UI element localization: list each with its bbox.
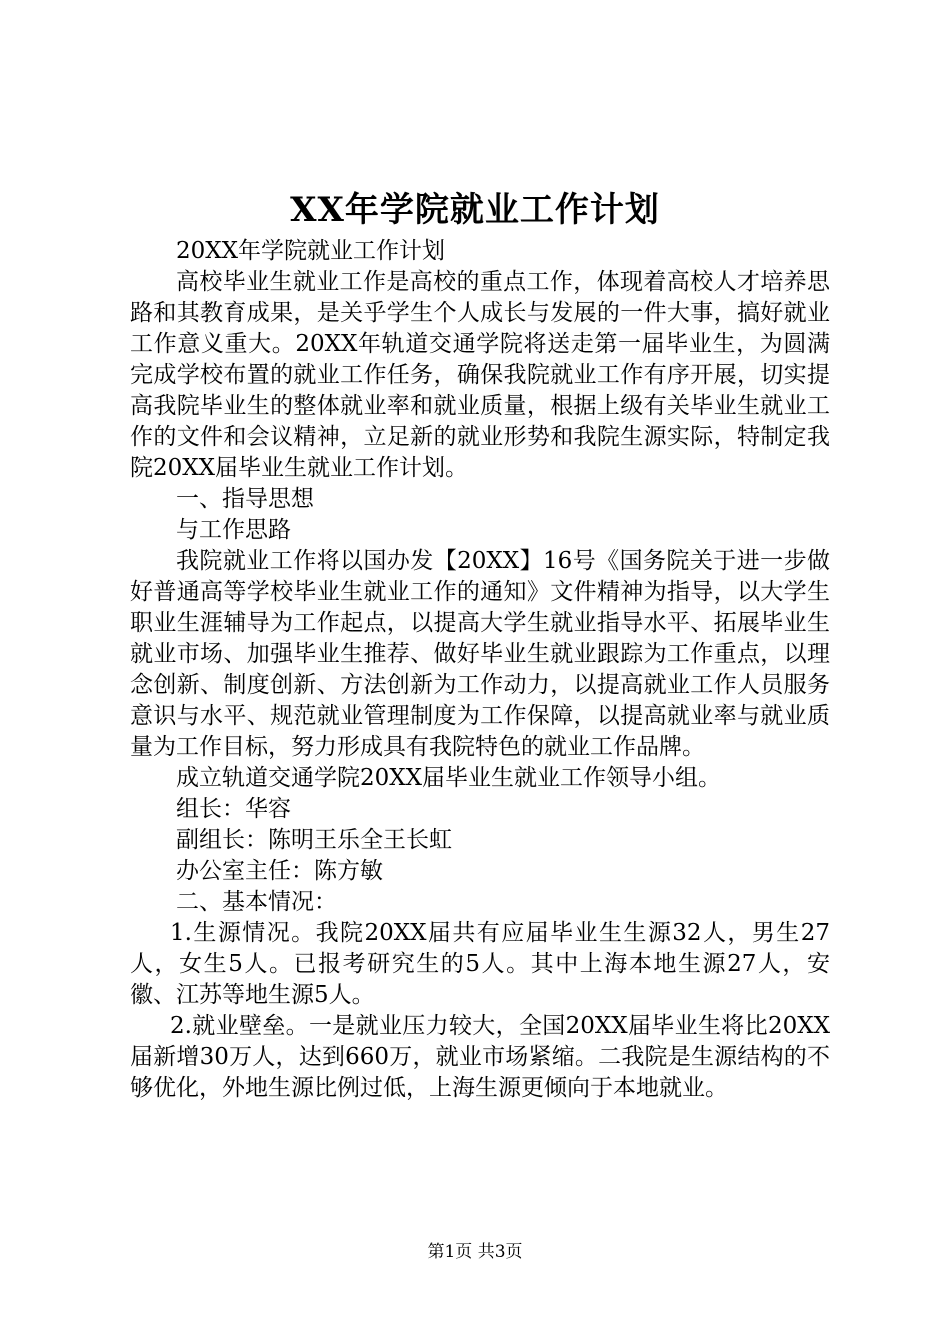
- page-footer: 第1页 共3页: [427, 1242, 523, 1262]
- student-source-paragraph: 1.生源情况。我院20XX届共有应届毕业生生源32人，男生27人，女生5人。已报考研究生的5人。其中上海本地生源27人，安徽、江苏等地生源5人。: [130, 920, 830, 1008]
- intro-paragraph: 高校毕业生就业工作是高校的重点工作，体现着高校人才培养思路和其教育成果，是关乎学生个人成长与发展的一件大事，搞好就业工作意义重大。20XX年轨道交通学院将送走第一届毕业生，为圆满完成学校布置的就业工作任务，确保我院就业工作有序开展，切实提高我院毕业生的整体就业率和就业质量，根据上级有关毕业生就业工作的文件和会议精神，立足新的就业形势和我院生源实际，特制定我院20XX届毕业生就业工作计划。: [130, 269, 830, 481]
- document-title: XX年学院就业工作计划: [290, 190, 660, 230]
- subtitle-paragraph: 20XX年学院就业工作计划: [176, 238, 446, 264]
- deputy-leader-line: 副组长：陈明王乐全王长虹: [176, 827, 452, 853]
- document-body: [130, 236, 830, 1104]
- section-heading-work-ideas: 与工作思路: [176, 517, 291, 543]
- group-leader-line: 组长：华容: [176, 796, 291, 822]
- leadership-group-paragraph: 成立轨道交通学院20XX届毕业生就业工作领导小组。: [176, 765, 722, 791]
- section-heading-guiding-thought: 一、指导思想: [176, 486, 314, 512]
- office-director-line: 办公室主任：陈方敏: [176, 858, 383, 884]
- section-heading-basic-situation: 二、基本情况：: [176, 889, 337, 915]
- employment-barrier-paragraph: 2.就业壁垒。一是就业压力较大，全国20XX届毕业生将比20XX届新增30万人，达到660万，就业市场紧缩。二我院是生源结构的不够优化，外地生源比例过低，上海生源更倾向于本地就业。: [130, 1013, 830, 1101]
- guiding-paragraph: 我院就业工作将以国办发【20XX】16号《国务院关于进一步做好普通高等学校毕业生就业工作的通知》文件精神为指导，以大学生职业生涯辅导为工作起点，以提高大学生就业指导水平、拓展毕业生就业市场、加强毕业生推荐、做好毕业生就业跟踪为工作重点，以理念创新、制度创新、方法创新为工作动力，以提高就业工作人员服务意识与水平、规范就业管理制度为工作保障，以提高就业率与就业质量为工作目标，努力形成具有我院特色的就业工作品牌。: [130, 548, 830, 760]
